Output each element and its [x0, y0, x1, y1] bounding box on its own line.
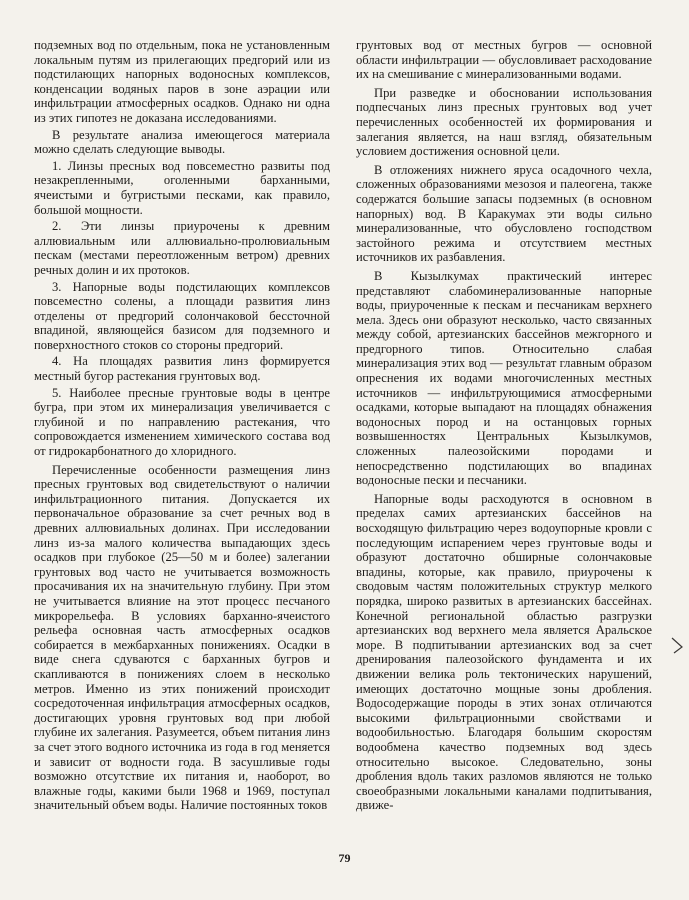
- paragraph: 2. Эти линзы приурочены к древним аллювиальным или аллювиально-пролювиальным пескам (местами переотложенным ветром) древних речных долин и их протоков.: [34, 219, 330, 277]
- page-number: 79: [338, 851, 351, 865]
- paragraph: Напорные воды расходуются в основном в пределах самих артезианских бассейнов на восходящую фильтрацию через водоупорные кровли с последующим испарением через грунтовые воды и образуют достаточно обширные солончаковые впадины, которые, как правило, приурочены к сводовым частям положительных структур мелкого порядка, широко развитых в артезианских бассейнах. Конечной региональной областью разгрузки артезианских вод верхнего мела является Аральское море. В подпитывании артезианских вод за счет дренирования палеозойского фундамента и их движении велика роль тектонических нарушений, имеющих достаточно мощные зоны дробления. Водосодержащие породы в этих зонах отличаются высокими фильтрационными свойствами и водообильностью. Благодаря большим скоростям водообмена качество подземных вод здесь относительно высокое. Следовательно, зоны дробления вдоль таких разломов являются не только своеобразными локальными каналами подпитывания, движе-: [356, 491, 652, 813]
- right-column: [356, 38, 652, 815]
- paragraph: В отложениях нижнего яруса осадочного чехла, сложенных образованиями мезозоя и палеогена, также содержатся большие запасы подземных (в основном напорных) вод. В Каракумах эти воды сильно минерализованные, что обусловлено господством застойного режима и отсутствием местных источников их разбавления.: [356, 162, 652, 265]
- paragraph: При разведке и обосновании использования подпесчаных линз пресных грунтовых вод учет перечисленных особенностей их формирования и залегания является, на наш взгляд, обязательным условием достижения основной цели.: [356, 85, 652, 159]
- paragraph: В Кызылкумах практический интерес представляют слабоминерализованные напорные воды, приуроченные к пескам и песчаникам верхнего мела. Здесь они образуют несколько, часто связанных между собой, артезианских бассейнов межгорного и предгорного типов. Относительно слабая минерализация этих вод — результат главным образом опреснения их водами многочисленных местных источников — инфильтрующимися атмосферными осадками, которые выпадают на площадях обнажения водоносных пород и на останцовых горных возвышенностях Центральных Кызылкумов, сложенных палеозойскими породами и непосредственно подстилающих во впадинах водоносные пески и песчаники.: [356, 268, 652, 488]
- paragraph: В результате анализа имеющегося материала можно сделать следующие выводы.: [34, 127, 330, 157]
- pencil-margin-mark-icon: [670, 636, 686, 656]
- paragraph: 1. Линзы пресных вод повсеместно развиты под незакрепленными, оголенными барханными, ячеистыми и бугристыми песками, как правило, большой мощности.: [34, 158, 330, 217]
- paragraph: 3. Напорные воды подстилающих комплексов повсеместно солены, а площади развития линз отделены от предгорий солончаковой бессточной впадиной, являющейся базисом для подземного и поверхностного стоков со стороны предгорий.: [34, 279, 330, 352]
- paragraph: подземных вод по отдельным, пока не установленным локальным путям из прилегающих предгорий или из подстилающих напорных водоносных комплексов, конденсации водяных паров в зоне аэрации или инфильтрации атмосферных осадков. Однако ни одна из этих гипотез не доказана исследованиями.: [34, 38, 330, 125]
- paragraph: 5. Наиболее пресные грунтовые воды в центре бугра, при этом их минерализация увеличивается с глубиной и по направлению растекания, что сопровождается изменением химического состава вод от гидрокарбонатного до хлоридного.: [34, 385, 330, 459]
- left-column: [34, 38, 330, 815]
- paragraph: Перечисленные особенности размещения линз пресных грунтовых вод свидетельствуют о наличии инфильтрационного питания. Допускается их первоначальное образование за счет речных вод в древних аллювиальных долинах. При исследовании линз из-за малого количества выпадающих здесь осадков при глубокое (25—50 м и более) залегании грунтовых вод часто не учитывается возможность просачивания их на значительную глубину. При этом не учитывается влияние на этот процесс песчаного микрорельефа. В условиях барханно-ячеистого рельефа основная часть атмосферных осадков собирается в межбарханных понижениях. Осадки в виде снега сдуваются с барханных бугров и скапливаются в понижениях слоем в несколько метров. Именно из этих понижений происходит сосредоточенная инфильтрация атмосферных осадков, достигающих уровня грунтовых вод при любой глубине их залегания. Разумеется, объем питания линз за счет этого водного источника из года в год меняется и зависит от водности года. В засушливые годы возможно отсутствие их питания и, наоборот, во влажные годы, какими были 1968 и 1969, поступал значительный объем воды. Наличие постоянных токов: [34, 462, 330, 813]
- paragraph: грунтовых вод от местных бугров — основной области инфильтрации — обусловливает расходование их на смешивание с минерализованными водами.: [356, 38, 652, 82]
- paragraph: 4. На площадях развития линз формируется местный бугор растекания грунтовых вод.: [34, 354, 330, 384]
